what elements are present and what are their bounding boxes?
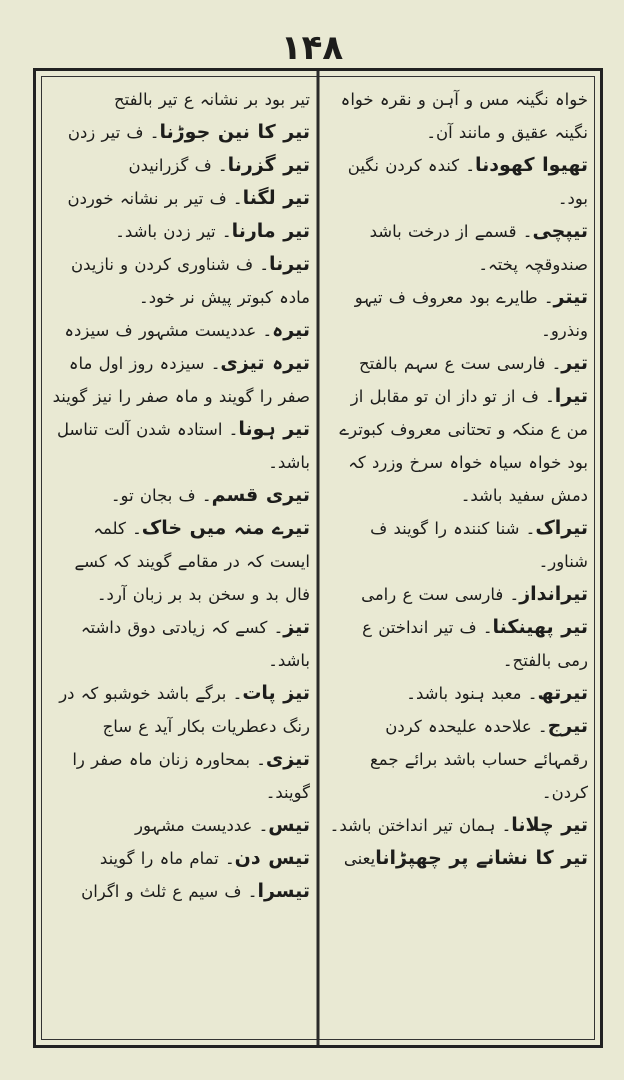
entry-headword: تیز پات bbox=[242, 682, 310, 704]
entry-headword: تیپچی bbox=[532, 220, 588, 242]
entry-definition: ۔ ف بجان تو۔ bbox=[110, 486, 212, 505]
entry-headword: تیر لگنا bbox=[242, 187, 310, 209]
dictionary-entry bbox=[48, 875, 310, 908]
entry-definition: ۔ ف تیر بر نشانہ خوردن bbox=[67, 189, 243, 208]
dictionary-entry bbox=[48, 149, 310, 182]
dictionary-entry bbox=[48, 347, 310, 413]
dictionary-entry bbox=[326, 380, 588, 512]
dictionary-entry bbox=[48, 479, 310, 512]
entry-definition: ۔ معبد ہنود باشد۔ bbox=[406, 684, 538, 703]
dictionary-entry bbox=[326, 347, 588, 380]
entry-headword: تیرج bbox=[547, 715, 588, 737]
entry-definition: ۔ ف شناوری کردن و نازیدن مادہ کبوتر پیش نر خود۔ bbox=[70, 255, 310, 307]
dictionary-entry bbox=[326, 512, 588, 578]
entry-definition: ۔ عددیست مشہور ف سیزدہ bbox=[64, 321, 273, 340]
entry-headword: تیر چلانا bbox=[511, 814, 588, 836]
dictionary-entry bbox=[48, 182, 310, 215]
entry-headword: تیرہ bbox=[272, 319, 310, 341]
dictionary-entry bbox=[48, 512, 310, 611]
entry-definition: ۔ استادہ شدن آلت تناسل باشد۔ bbox=[56, 420, 310, 472]
entry-headword: تیر پھینکنا bbox=[492, 616, 588, 638]
dictionary-entry bbox=[326, 611, 588, 677]
dictionary-entry bbox=[48, 743, 310, 809]
entry-definition: ۔ ہمان تیر انداختن باشد۔ bbox=[329, 816, 512, 835]
entry-definition: ۔ قسمے از درخت باشد صندوقچہ پختہ۔ bbox=[369, 222, 588, 274]
entry-headword: تیرے منہ میں خاک bbox=[141, 517, 310, 539]
entry-definition: ۔ بمحاورہ زنان ماہ صفر را گویند۔ bbox=[72, 750, 310, 802]
entry-definition: ۔ علاحدہ علیحدہ کردن رقمہائے حساب باشد برائے جمع کردن۔ bbox=[370, 717, 588, 802]
entry-headword: تیرنا bbox=[269, 253, 310, 275]
entry-definition: ۔ تمام ماہ را گویند bbox=[99, 849, 235, 868]
dictionary-entry bbox=[326, 842, 588, 875]
entry-headword: تیرتھ bbox=[537, 682, 588, 704]
entry-definition: ۔ فارسی ست ع سہم بالفتح bbox=[358, 354, 562, 373]
entry-headword: تیراک bbox=[535, 517, 588, 539]
entry-headword: تیر گزرنا bbox=[227, 154, 310, 176]
entry-definition: ۔ ف تیر انداختن ع رمی بالفتح۔ bbox=[362, 618, 588, 670]
dictionary-entry bbox=[326, 809, 588, 842]
dictionary-entry bbox=[326, 710, 588, 809]
entry-headword: تیسرا bbox=[257, 880, 310, 902]
entry-definition: ۔ کلمہ ایست کہ در مقامے گویند کہ کسے فال بد و سخن بد بر زبان آرد۔ bbox=[74, 519, 310, 604]
dictionary-entry bbox=[48, 611, 310, 677]
entry-definition: ۔ شنا کنندہ را گویند ف شناور۔ bbox=[370, 519, 588, 571]
dictionary-entry bbox=[48, 83, 310, 116]
entry-definition: ۔ سیزدہ روز اول ماہ صفر را گویند و ماہ صفر را نیز گویند bbox=[52, 354, 310, 406]
entry-definition: ۔ ف سیم ع ثلث و اگران bbox=[81, 882, 258, 901]
entry-definition: یعنی bbox=[343, 849, 376, 868]
entry-definition: ۔ تیر زدن باشد۔ bbox=[115, 222, 232, 241]
entry-definition: خواہ نگینہ مس و آہن و نقرہ خواہ نگینہ عقیق و مانند آن۔ bbox=[340, 90, 588, 142]
entry-headword: تیس دن bbox=[234, 847, 310, 869]
entry-definition: ۔ ف گزرانیدن bbox=[128, 156, 228, 175]
dictionary-entry bbox=[326, 83, 588, 149]
entry-headword: تیری قسم bbox=[211, 484, 310, 506]
page-number: ۱۴۸ bbox=[280, 28, 344, 68]
dictionary-entry bbox=[48, 809, 310, 842]
entry-definition: تیر بود بر نشانہ ع تیر بالفتح bbox=[113, 90, 310, 109]
entry-definition: ۔ فارسی ست ع رامی bbox=[361, 585, 520, 604]
entry-definition: ۔ طایرے بود معروف ف تیہو ونذرو۔ bbox=[354, 288, 588, 340]
entry-definition: ۔ برگے باشد خوشبو کہ در رنگ دعطریات بکار آید ع ساج bbox=[59, 684, 310, 736]
entry-headword: تیز bbox=[283, 616, 310, 638]
entry-headword: تیرہ تیزی bbox=[220, 352, 310, 374]
dictionary-entry bbox=[48, 314, 310, 347]
entry-definition: ۔ عددیست مشہور bbox=[135, 816, 269, 835]
entry-headword: تیزی bbox=[265, 748, 310, 770]
right-column bbox=[326, 83, 588, 1033]
entry-definition: ۔ ف از تو داز ان تو مقابل از من ع منکہ و تحتانی معروف کبوترے بود خواہ سیاہ خواہ سرخ وزرد کہ دمش سفید باشد۔ bbox=[339, 387, 588, 505]
dictionary-entry bbox=[326, 578, 588, 611]
entry-headword: تیرا bbox=[554, 385, 588, 407]
dictionary-entry bbox=[48, 677, 310, 743]
page-frame bbox=[33, 68, 603, 1048]
dictionary-entry bbox=[48, 116, 310, 149]
dictionary-entry bbox=[48, 413, 310, 479]
dictionary-entry bbox=[48, 842, 310, 875]
entry-headword: تیر ہونا bbox=[238, 418, 310, 440]
entry-definition: ۔ کسے کہ زیادتی دوق داشتہ باشد۔ bbox=[80, 618, 310, 670]
entry-headword: تیر مارنا bbox=[231, 220, 310, 242]
entry-headword: تیر bbox=[561, 352, 588, 374]
entry-headword: تیس bbox=[268, 814, 310, 836]
dictionary-entry bbox=[48, 248, 310, 314]
entry-headword: تیرانداز bbox=[519, 583, 588, 605]
left-column bbox=[48, 83, 310, 1033]
entry-headword: تیتر bbox=[553, 286, 588, 308]
dictionary-entry bbox=[326, 149, 588, 215]
margin-note bbox=[0, 131, 55, 159]
dictionary-entry bbox=[326, 281, 588, 347]
entry-headword: تھیوا کھودنا bbox=[475, 154, 588, 176]
dictionary-entry bbox=[326, 215, 588, 281]
entry-headword: تیر کا نین جوڑنا bbox=[159, 121, 310, 143]
entry-definition: ۔ ف تیر زدن bbox=[67, 123, 160, 142]
entry-definition: ۔ کندہ کردن نگین بود۔ bbox=[347, 156, 588, 208]
entry-headword: تیر کا نشانے پر چھپڑانا bbox=[375, 847, 588, 869]
dictionary-entry bbox=[326, 677, 588, 710]
column-divider bbox=[317, 71, 320, 1045]
dictionary-entry bbox=[48, 215, 310, 248]
